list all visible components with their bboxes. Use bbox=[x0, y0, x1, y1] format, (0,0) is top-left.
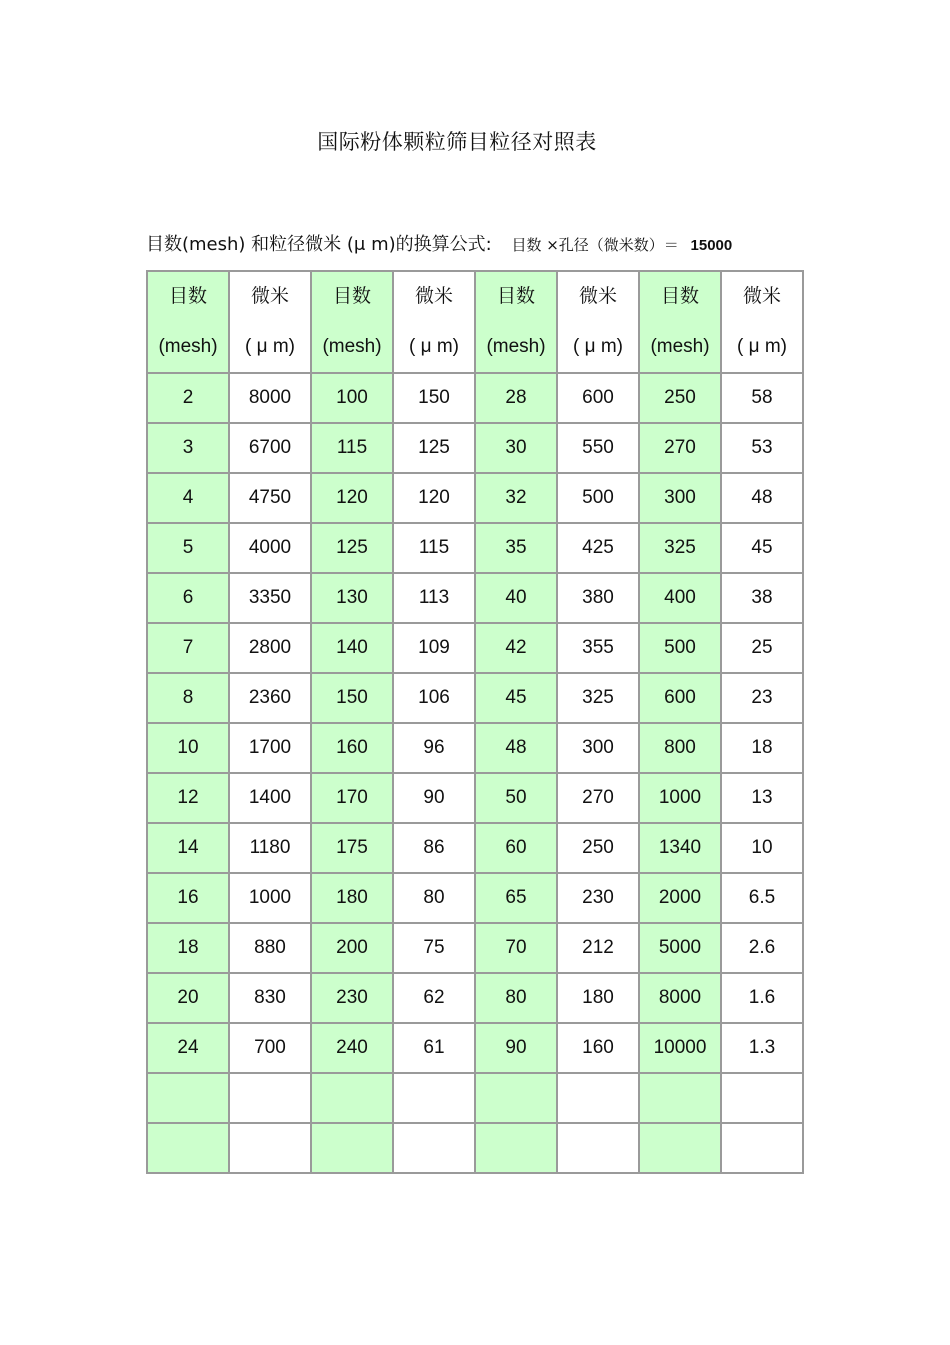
mesh-cell: 3 bbox=[147, 423, 229, 473]
mesh-cell: 80 bbox=[475, 973, 557, 1023]
micron-cell bbox=[557, 1073, 639, 1123]
mesh-cell: 170 bbox=[311, 773, 393, 823]
mesh-cell: 48 bbox=[475, 723, 557, 773]
micron-cell: 18 bbox=[721, 723, 803, 773]
micron-cell: 1.3 bbox=[721, 1023, 803, 1073]
micron-cell: 61 bbox=[393, 1023, 475, 1073]
table-row bbox=[147, 1123, 803, 1173]
mesh-cell: 4 bbox=[147, 473, 229, 523]
micron-cell bbox=[229, 1073, 311, 1123]
micron-cell: 109 bbox=[393, 623, 475, 673]
table-row bbox=[147, 473, 803, 523]
mesh-cell bbox=[311, 1073, 393, 1123]
micron-cell bbox=[721, 1123, 803, 1173]
table-row bbox=[147, 873, 803, 923]
mesh-cell: 8 bbox=[147, 673, 229, 723]
micron-cell bbox=[721, 1073, 803, 1123]
micron-cell: 2800 bbox=[229, 623, 311, 673]
mesh-cell bbox=[639, 1073, 721, 1123]
table-row bbox=[147, 673, 803, 723]
micron-cell: 38 bbox=[721, 573, 803, 623]
micron-cell: 150 bbox=[393, 373, 475, 423]
micron-cell: 3350 bbox=[229, 573, 311, 623]
header-mesh: 目数 (mesh) bbox=[475, 271, 557, 373]
mesh-cell: 200 bbox=[311, 923, 393, 973]
micron-cell: 1000 bbox=[229, 873, 311, 923]
mesh-cell: 32 bbox=[475, 473, 557, 523]
micron-cell: 113 bbox=[393, 573, 475, 623]
header-micron: 微米 ( μ m) bbox=[721, 271, 803, 373]
micron-cell: 325 bbox=[557, 673, 639, 723]
micron-cell: 125 bbox=[393, 423, 475, 473]
formula-lead: 目数(mesh) 和粒径微米 (μ m)的换算公式: bbox=[146, 234, 492, 255]
micron-cell: 500 bbox=[557, 473, 639, 523]
page-title: 国际粉体颗粒筛目粒径对照表 bbox=[317, 130, 597, 154]
micron-cell: 25 bbox=[721, 623, 803, 673]
table-row bbox=[147, 373, 803, 423]
mesh-cell: 230 bbox=[311, 973, 393, 1023]
mesh-cell: 65 bbox=[475, 873, 557, 923]
mesh-cell: 140 bbox=[311, 623, 393, 673]
micron-cell: 880 bbox=[229, 923, 311, 973]
mesh-cell: 16 bbox=[147, 873, 229, 923]
micron-cell: 8000 bbox=[229, 373, 311, 423]
mesh-cell: 42 bbox=[475, 623, 557, 673]
mesh-cell: 130 bbox=[311, 573, 393, 623]
mesh-cell: 1000 bbox=[639, 773, 721, 823]
micron-cell: 1.6 bbox=[721, 973, 803, 1023]
micron-cell: 120 bbox=[393, 473, 475, 523]
mesh-cell: 115 bbox=[311, 423, 393, 473]
micron-cell bbox=[393, 1123, 475, 1173]
micron-cell: 80 bbox=[393, 873, 475, 923]
mesh-cell bbox=[147, 1073, 229, 1123]
mesh-cell bbox=[639, 1123, 721, 1173]
micron-cell: 180 bbox=[557, 973, 639, 1023]
mesh-cell: 7 bbox=[147, 623, 229, 673]
mesh-cell: 240 bbox=[311, 1023, 393, 1073]
micron-cell: 250 bbox=[557, 823, 639, 873]
mesh-cell: 180 bbox=[311, 873, 393, 923]
mesh-cell: 600 bbox=[639, 673, 721, 723]
mesh-cell: 150 bbox=[311, 673, 393, 723]
micron-cell: 58 bbox=[721, 373, 803, 423]
table-row bbox=[147, 623, 803, 673]
mesh-cell: 8000 bbox=[639, 973, 721, 1023]
table-row bbox=[147, 923, 803, 973]
mesh-cell: 125 bbox=[311, 523, 393, 573]
table-row bbox=[147, 523, 803, 573]
micron-cell: 600 bbox=[557, 373, 639, 423]
mesh-cell: 35 bbox=[475, 523, 557, 573]
micron-cell: 160 bbox=[557, 1023, 639, 1073]
mesh-cell: 90 bbox=[475, 1023, 557, 1073]
micron-cell: 550 bbox=[557, 423, 639, 473]
header-micron: 微米 ( μ m) bbox=[229, 271, 311, 373]
mesh-cell: 800 bbox=[639, 723, 721, 773]
micron-cell: 2360 bbox=[229, 673, 311, 723]
mesh-cell: 45 bbox=[475, 673, 557, 723]
mesh-cell bbox=[475, 1123, 557, 1173]
mesh-cell: 18 bbox=[147, 923, 229, 973]
micron-cell: 10 bbox=[721, 823, 803, 873]
micron-cell: 1700 bbox=[229, 723, 311, 773]
mesh-cell: 5000 bbox=[639, 923, 721, 973]
micron-cell: 700 bbox=[229, 1023, 311, 1073]
formula-equation: 目数 ×孔径（微米数）＝ bbox=[511, 236, 679, 254]
micron-cell bbox=[393, 1073, 475, 1123]
mesh-cell: 6 bbox=[147, 573, 229, 623]
micron-cell: 212 bbox=[557, 923, 639, 973]
mesh-cell: 325 bbox=[639, 523, 721, 573]
header-mesh: 目数 (mesh) bbox=[639, 271, 721, 373]
mesh-cell: 120 bbox=[311, 473, 393, 523]
mesh-cell: 400 bbox=[639, 573, 721, 623]
micron-cell: 2.6 bbox=[721, 923, 803, 973]
header-micron: 微米 ( μ m) bbox=[393, 271, 475, 373]
micron-cell: 96 bbox=[393, 723, 475, 773]
micron-cell: 23 bbox=[721, 673, 803, 723]
header-mesh: 目数 (mesh) bbox=[147, 271, 229, 373]
mesh-cell: 175 bbox=[311, 823, 393, 873]
micron-cell: 830 bbox=[229, 973, 311, 1023]
micron-cell: 4750 bbox=[229, 473, 311, 523]
header-micron: 微米 ( μ m) bbox=[557, 271, 639, 373]
table-row bbox=[147, 773, 803, 823]
micron-cell: 300 bbox=[557, 723, 639, 773]
micron-cell: 355 bbox=[557, 623, 639, 673]
micron-cell: 6700 bbox=[229, 423, 311, 473]
mesh-cell: 24 bbox=[147, 1023, 229, 1073]
mesh-conversion-table bbox=[146, 270, 804, 1174]
table-row bbox=[147, 723, 803, 773]
micron-cell: 380 bbox=[557, 573, 639, 623]
mesh-cell bbox=[147, 1123, 229, 1173]
mesh-cell: 28 bbox=[475, 373, 557, 423]
micron-cell bbox=[229, 1123, 311, 1173]
mesh-cell: 5 bbox=[147, 523, 229, 573]
micron-cell: 4000 bbox=[229, 523, 311, 573]
mesh-cell: 160 bbox=[311, 723, 393, 773]
table-row bbox=[147, 573, 803, 623]
mesh-cell: 40 bbox=[475, 573, 557, 623]
mesh-cell: 14 bbox=[147, 823, 229, 873]
micron-cell: 1400 bbox=[229, 773, 311, 823]
mesh-cell: 60 bbox=[475, 823, 557, 873]
micron-cell: 13 bbox=[721, 773, 803, 823]
mesh-cell: 250 bbox=[639, 373, 721, 423]
micron-cell: 86 bbox=[393, 823, 475, 873]
table-row bbox=[147, 823, 803, 873]
micron-cell: 270 bbox=[557, 773, 639, 823]
micron-cell: 106 bbox=[393, 673, 475, 723]
mesh-cell: 70 bbox=[475, 923, 557, 973]
micron-cell: 53 bbox=[721, 423, 803, 473]
micron-cell: 230 bbox=[557, 873, 639, 923]
table-row bbox=[147, 1073, 803, 1123]
table-row bbox=[147, 973, 803, 1023]
micron-cell: 45 bbox=[721, 523, 803, 573]
table-row bbox=[147, 423, 803, 473]
mesh-cell: 300 bbox=[639, 473, 721, 523]
micron-cell: 425 bbox=[557, 523, 639, 573]
mesh-cell: 10 bbox=[147, 723, 229, 773]
mesh-cell: 2000 bbox=[639, 873, 721, 923]
mesh-cell: 10000 bbox=[639, 1023, 721, 1073]
mesh-cell: 12 bbox=[147, 773, 229, 823]
micron-cell: 48 bbox=[721, 473, 803, 523]
micron-cell bbox=[557, 1123, 639, 1173]
mesh-cell bbox=[311, 1123, 393, 1173]
micron-cell: 62 bbox=[393, 973, 475, 1023]
mesh-cell: 20 bbox=[147, 973, 229, 1023]
formula-value: 15000 bbox=[690, 237, 733, 254]
micron-cell: 6.5 bbox=[721, 873, 803, 923]
mesh-cell bbox=[475, 1073, 557, 1123]
micron-cell: 75 bbox=[393, 923, 475, 973]
conversion-formula bbox=[146, 230, 816, 256]
header-mesh: 目数 (mesh) bbox=[311, 271, 393, 373]
mesh-cell: 270 bbox=[639, 423, 721, 473]
mesh-cell: 50 bbox=[475, 773, 557, 823]
mesh-cell: 30 bbox=[475, 423, 557, 473]
micron-cell: 1180 bbox=[229, 823, 311, 873]
mesh-cell: 100 bbox=[311, 373, 393, 423]
table-header-row bbox=[147, 271, 803, 373]
mesh-cell: 1340 bbox=[639, 823, 721, 873]
mesh-cell: 2 bbox=[147, 373, 229, 423]
micron-cell: 115 bbox=[393, 523, 475, 573]
micron-cell: 90 bbox=[393, 773, 475, 823]
table-row bbox=[147, 1023, 803, 1073]
mesh-cell: 500 bbox=[639, 623, 721, 673]
